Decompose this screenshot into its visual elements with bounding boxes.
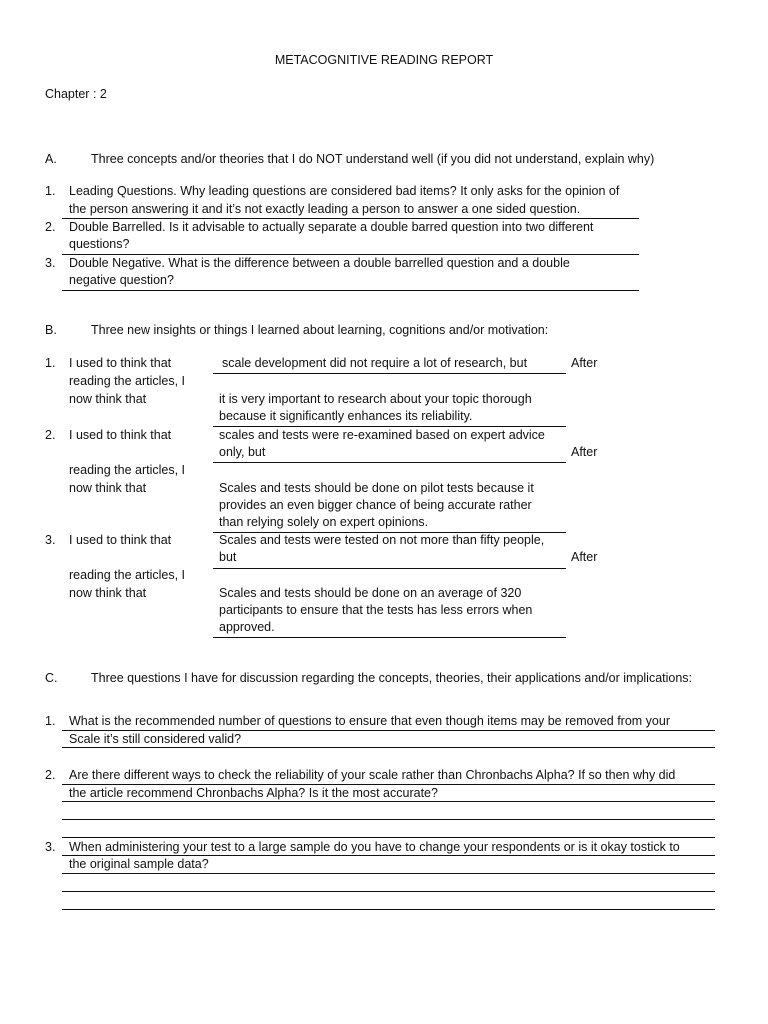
a-item-2-line-1: Double Barrelled. Is it advisable to actually separate a double barred question into two different (69, 220, 594, 234)
c-item-3-rule-2 (62, 873, 715, 874)
b-item-3-now-line-3: approved. (219, 620, 275, 634)
b-item-1-used-to-think: I used to think that (69, 356, 172, 370)
section-c-heading: Three questions I have for discussion regarding the concepts, theories, their applications and/or implications: (91, 671, 693, 685)
c-item-3-number: 3. (45, 840, 56, 854)
b-item-3-after-label: After (571, 550, 598, 564)
b-item-2-now-think: now think that (69, 481, 147, 495)
b-item-2-before-rule (213, 462, 566, 463)
b-item-2-now-line-3: than relying solely on expert opinions. (219, 515, 429, 529)
c-item-2-rule-2 (62, 801, 715, 802)
c-item-2-number: 2. (45, 768, 56, 782)
b-item-2-after-label: After (571, 445, 598, 459)
c-item-1-number: 1. (45, 714, 56, 728)
c-item-2-rule-3 (62, 819, 715, 820)
section-b-letter: B. (45, 323, 57, 337)
a-item-1-number: 1. (45, 184, 56, 198)
b-item-2-now-line-2: provides an even bigger chance of being accurate rather (219, 498, 532, 512)
a-item-3-line-1: Double Negative. What is the difference between a double barrelled question and a double (69, 256, 570, 270)
b-item-3-before-line-2: but (219, 550, 237, 564)
page-title: METACOGNITIVE READING REPORT (274, 53, 494, 67)
a-item-1-line-2: the person answering it and it’s not exactly leading a person to answer a one sided question. (69, 202, 581, 216)
b-item-2-used-to-think: I used to think that (69, 428, 172, 442)
b-item-2-before-line-2: only, but (219, 445, 266, 459)
section-a-heading: Three concepts and/or theories that I do NOT understand well (if you did not understand, explain why) (91, 152, 655, 166)
section-c-letter: C. (45, 671, 58, 685)
c-item-3-rule-4 (62, 909, 715, 910)
c-item-2-line-1: Are there different ways to check the reliability of your scale rather than Chronbachs Alpha? If so then why did (69, 768, 676, 782)
b-item-2-number: 2. (45, 428, 56, 442)
b-item-1-now-think: now think that (69, 392, 147, 406)
b-item-1-reading-articles: reading the articles, I (69, 374, 186, 388)
b-item-1-before-rule (213, 373, 566, 374)
b-item-3-before-rule (213, 568, 566, 569)
b-item-1-before-text: scale development did not require a lot of research, but (222, 356, 528, 370)
c-item-1-line-1: What is the recommended number of questions to ensure that even though items may be removed from your (69, 714, 671, 728)
section-b-heading: Three new insights or things I learned about learning, cognitions and/or motivation: (91, 323, 549, 337)
b-item-3-before-line-1: Scales and tests were tested on not more than fifty people, (219, 533, 545, 547)
b-item-2-now-line-1: Scales and tests should be done on pilot tests because it (219, 481, 534, 495)
b-item-2-before-line-1: scales and tests were re-examined based on expert advice (219, 428, 545, 442)
c-item-3-line-2: the original sample data? (69, 857, 209, 871)
b-item-3-number: 3. (45, 533, 56, 547)
b-item-3-now-rule (213, 637, 566, 638)
b-item-3-now-line-2: participants to ensure that the tests has less errors when (219, 603, 533, 617)
c-item-3-line-1: When administering your test to a large sample do you have to change your respondents or is it okay tostick to (69, 840, 680, 854)
b-item-2-reading-articles: reading the articles, I (69, 463, 186, 477)
a-item-2-line-2: questions? (69, 237, 130, 251)
a-item-2-number: 2. (45, 220, 56, 234)
c-item-3-rule-3 (62, 891, 715, 892)
c-item-1-line-2: Scale it’s still considered valid? (69, 732, 242, 746)
c-item-3-rule-top (62, 837, 715, 838)
b-item-3-reading-articles: reading the articles, I (69, 568, 186, 582)
b-item-3-now-think: now think that (69, 586, 147, 600)
a-item-3-number: 3. (45, 256, 56, 270)
section-a-letter: A. (45, 152, 57, 166)
chapter-label: Chapter : 2 (45, 87, 107, 101)
b-item-3-now-line-1: Scales and tests should be done on an average of 320 (219, 586, 522, 600)
a-item-3-line-2: negative question? (69, 273, 174, 287)
b-item-1-now-line-2: because it significantly enhances its reliability. (219, 409, 473, 423)
a-item-1-line-1: Leading Questions. Why leading questions are considered bad items? It only asks for the opinion of (69, 184, 620, 198)
a-item-3-rule (62, 290, 639, 291)
c-item-2-line-2: the article recommend Chronbachs Alpha? Is it the most accurate? (69, 786, 438, 800)
c-item-1-rule-2 (62, 747, 715, 748)
b-item-1-number: 1. (45, 356, 56, 370)
b-item-1-now-line-1: it is very important to research about your topic thorough (219, 392, 532, 406)
b-item-3-used-to-think: I used to think that (69, 533, 172, 547)
b-item-1-after-label: After (571, 356, 598, 370)
